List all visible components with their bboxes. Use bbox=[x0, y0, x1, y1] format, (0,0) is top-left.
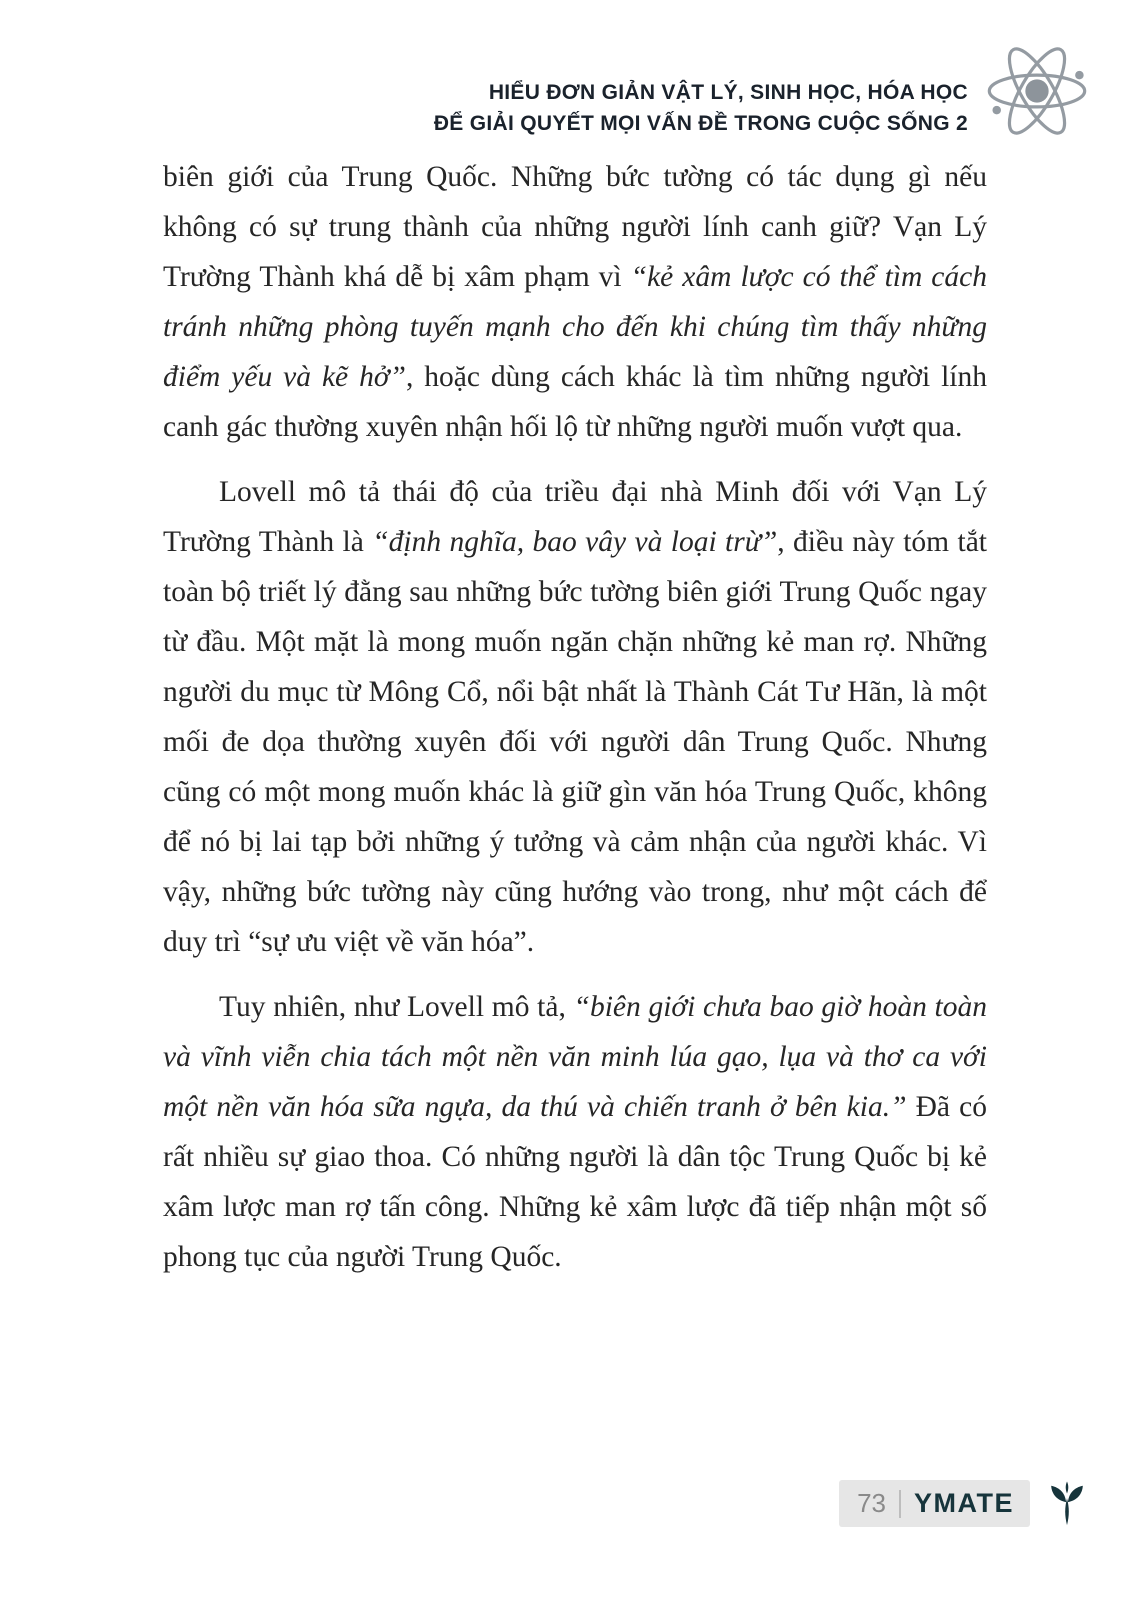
paragraph bbox=[163, 982, 987, 1282]
paragraph bbox=[163, 467, 987, 967]
book-title-line1: HIỂU ĐƠN GIẢN VẬT LÝ, SINH HỌC, HÓA HỌC bbox=[488, 80, 968, 104]
atom-icon bbox=[984, 38, 1090, 144]
book-title bbox=[434, 43, 968, 140]
body-text: biên giới của Trung Quốc. Những bức tường có tác dụng gì nếu không có sự trung thành của những người lính canh giữ? Vạn Lý Trường Thành khá dễ bị xâm phạm vì bbox=[163, 161, 987, 293]
page-number-box bbox=[839, 1480, 1030, 1527]
quote-text: “định nghĩa, bao vây và loại trừ” bbox=[372, 526, 778, 558]
page-body bbox=[163, 152, 987, 1297]
page-number: 73 bbox=[857, 1488, 886, 1518]
page-header bbox=[434, 38, 1090, 144]
quote-text: “biên giới chưa bao giờ hoàn toàn và vĩnh viễn chia tách một nền văn minh lúa gạo, lụa và thơ ca với một nền văn hóa sữa ngựa, da thú và chiến tranh ở bên kia.” bbox=[163, 991, 987, 1123]
body-text: , hoặc dùng cách khác là tìm những người lính canh gác thường xuyên nhận hối lộ từ những người muốn vượt qua. bbox=[163, 361, 987, 443]
ymate-logo-icon bbox=[1044, 1481, 1090, 1527]
body-text: , điều này tóm tắt toàn bộ triết lý đằng sau những bức tường biên giới Trung Quốc ngay từ đầu. Một mặt là mong muốn ngăn chặn những kẻ man rợ. Những người du mục từ Mông Cổ, nổi bật nhất là Thành Cát Tư Hãn, là một mối đe dọa thường xuyên đối với người dân Trung Quốc. Nhưng cũng có một mong muốn khác là giữ gìn văn hóa Trung Quốc, không để nó bị lai tạp bởi những ý tưởng và cảm nhận của người khác. Vì vậy, những bức tường này cũng hướng vào trong, như một cách để duy trì “sự ưu việt về văn hóa”. bbox=[163, 526, 988, 958]
book-title-line2: ĐỂ GIẢI QUYẾT MỌI VẤN ĐỀ TRONG CUỘC SỐNG 2 bbox=[433, 112, 968, 135]
body-text: Tuy nhiên, như Lovell mô tả, bbox=[219, 991, 574, 1023]
body-text: Lovell mô tả thái độ của triều đại nhà Minh đối với Vạn Lý Trường Thành là bbox=[163, 476, 987, 558]
brand-name: YMATE bbox=[914, 1488, 1014, 1518]
paragraph bbox=[163, 152, 987, 452]
footer-divider bbox=[899, 1490, 901, 1518]
body-text: Đã có rất nhiều sự giao thoa. Có những người là dân tộc Trung Quốc bị kẻ xâm lược man rợ tấn công. Những kẻ xâm lược đã tiếp nhận một số phong tục của người Trung Quốc. bbox=[163, 1091, 987, 1273]
page-footer bbox=[839, 1480, 1090, 1527]
quote-text: “kẻ xâm lược có thể tìm cách tránh những phòng tuyến mạnh cho đến khi chúng tìm thấy những điểm yếu và kẽ hở” bbox=[163, 261, 987, 393]
